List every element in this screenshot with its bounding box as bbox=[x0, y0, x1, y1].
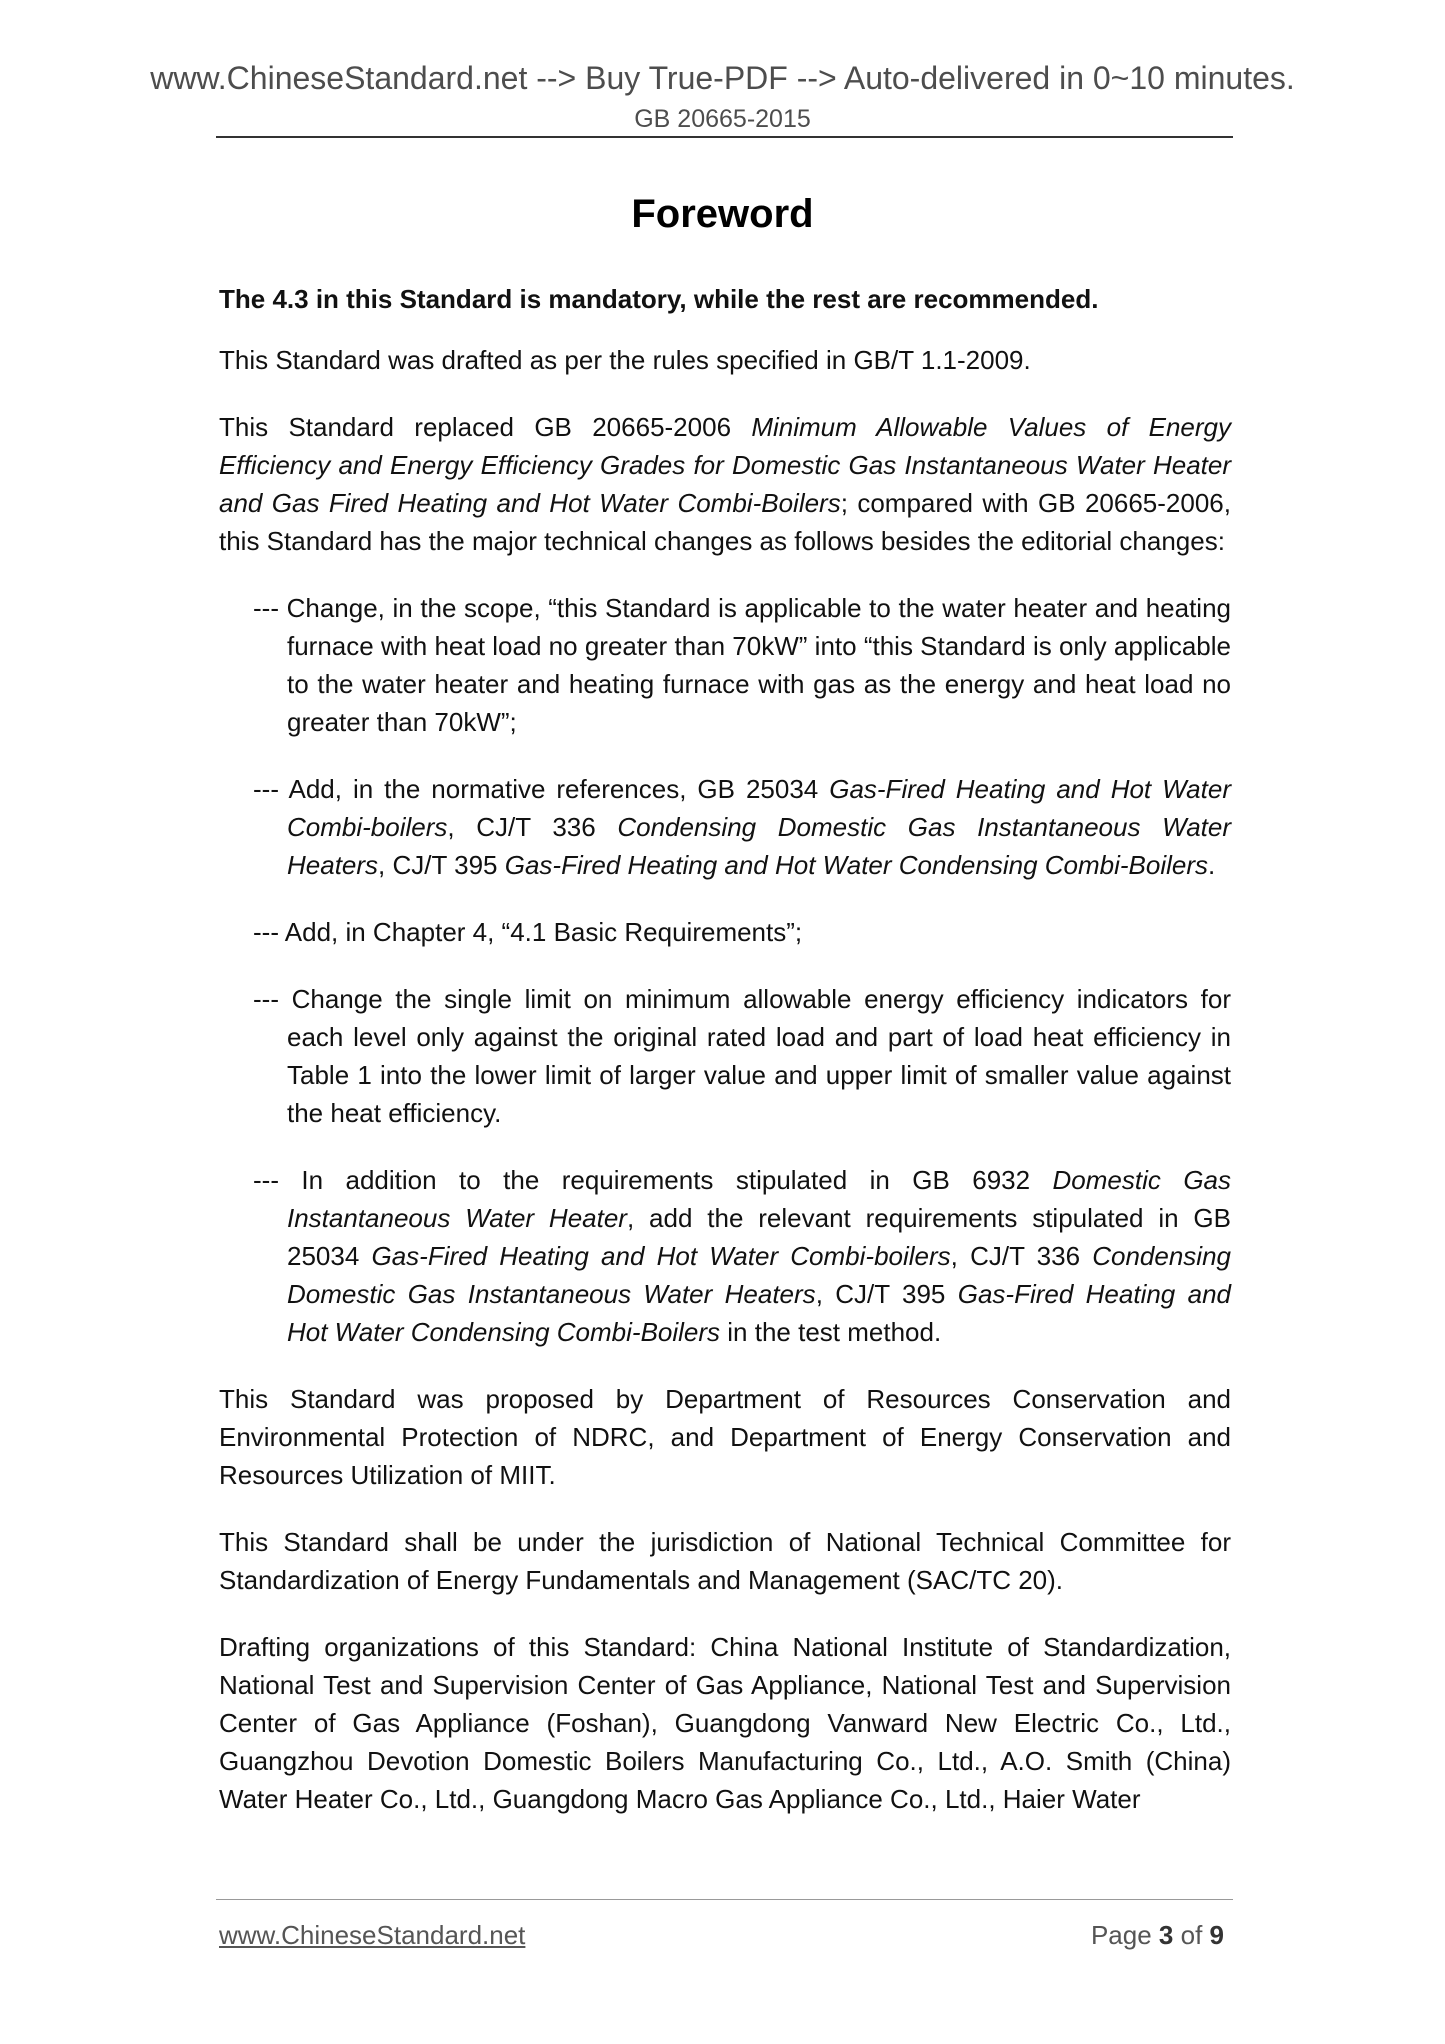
replaced-text-post: ; compared with GB 20665-2006, this Standard has the major technical changes as follows besides the editorial changes: bbox=[219, 488, 1231, 556]
change-std-title: Gas-Fired Heating and Hot Water Condensing Combi-Boilers bbox=[287, 1279, 1231, 1347]
footer-divider bbox=[216, 1899, 1233, 1900]
change-text: --- In addition to the requirements stipulated in GB 6932 bbox=[253, 1165, 1053, 1195]
page-title: Foreword bbox=[631, 192, 814, 236]
replaced-text-pre: This Standard replaced GB 20665-2006 bbox=[219, 412, 752, 442]
change-std-title: Domestic Gas Instantaneous Water Heater bbox=[287, 1165, 1231, 1233]
header-banner: www.ChineseStandard.net --> Buy True-PDF --> Auto-delivered in 0~10 minutes. bbox=[150, 60, 1295, 96]
standard-code: GB 20665-2015 bbox=[634, 105, 811, 133]
page-indicator bbox=[1091, 1918, 1224, 1952]
change-text: , CJ/T 395 bbox=[378, 850, 505, 880]
jurisdiction-paragraph: This Standard shall be under the jurisdiction of National Technical Committee for Standardization of Energy Fundamentals and Management (SAC/TC 20). bbox=[219, 1527, 1231, 1595]
change-text: , CJ/T 336 bbox=[447, 812, 618, 842]
document-body bbox=[219, 280, 1231, 1847]
page-current: 3 bbox=[1158, 1920, 1174, 1950]
footer-site-link[interactable]: www.ChineseStandard.net bbox=[219, 1920, 526, 1950]
page-label: Page bbox=[1090, 1920, 1159, 1950]
drafting-organizations-paragraph: Drafting organizations of this Standard: China National Institute of Standardization, National Test and Supervision Center of Gas Appliance, National Test and Supervision Center of Gas Appliance (Foshan), Guangdong Vanward New Electric Co., Ltd., Guangzhou Devotion Domestic Boilers Manufacturing Co., Ltd., A.O. Smith (China) Water Heater Co., Ltd., Guangdong Macro Gas Appliance Co., Ltd., Haier Water bbox=[219, 1632, 1231, 1814]
change-text: in the test method. bbox=[720, 1317, 942, 1347]
change-text: , CJ/T 395 bbox=[815, 1279, 958, 1309]
replaced-standard-paragraph bbox=[219, 408, 1231, 560]
page-of-label: of bbox=[1173, 1920, 1210, 1950]
page-total: 9 bbox=[1209, 1920, 1224, 1950]
change-item-references bbox=[253, 770, 1231, 884]
change-std-title: Gas-Fired Heating and Hot Water Condensing Combi-Boilers bbox=[504, 850, 1209, 880]
change-item-limits: --- Change the single limit on minimum allowable energy efficiency indicators for each level only against the original rated load and part of load heat efficiency in Table 1 into the lower limit of larger value and upper limit of smaller value against the heat efficiency. bbox=[253, 984, 1231, 1128]
header-divider bbox=[216, 136, 1233, 138]
change-std-title: Condensing Domestic Gas Instantaneous Water Heaters bbox=[287, 1241, 1232, 1309]
proposed-by-paragraph: This Standard was proposed by Department of Resources Conservation and Environmental Protection of NDRC, and Department of Energy Conservation and Resources Utilization of MIIT. bbox=[219, 1384, 1231, 1490]
change-item-chapter4: --- Add, in Chapter 4, “4.1 Basic Requirements”; bbox=[253, 917, 803, 947]
drafting-rules-paragraph: This Standard was drafted as per the rules specified in GB/T 1.1-2009. bbox=[219, 345, 1031, 375]
change-item-scope: --- Change, in the scope, “this Standard is applicable to the water heater and heating furnace with heat load no greater than 70kW” into “this Standard is only applicable to the water heater and heating furnace with gas as the energy and heat load no greater than 70kW”; bbox=[253, 593, 1231, 737]
change-text: --- Add, in the normative references, GB 25034 bbox=[253, 774, 830, 804]
replaced-title: Minimum Allowable Values of Energy Efficiency and Energy Efficiency Grades for Domestic Gas Instantaneous Water Heater and Gas Fired Heating and Hot Water Combi-Boilers bbox=[219, 412, 1231, 518]
change-std-title: Gas-Fired Heating and Hot Water Combi-boilers bbox=[371, 1241, 951, 1271]
mandatory-note: The 4.3 in this Standard is mandatory, while the rest are recommended. bbox=[219, 284, 1099, 314]
change-std-title: Condensing Domestic Gas Instantaneous Water Heaters bbox=[287, 812, 1231, 880]
change-text: . bbox=[1208, 850, 1216, 880]
change-text: , add the relevant requirements stipulated in GB 25034 bbox=[287, 1203, 1231, 1271]
change-item-test-method bbox=[253, 1161, 1231, 1351]
change-std-title: Gas-Fired Heating and Hot Water Combi-boilers bbox=[287, 774, 1231, 842]
change-text: , CJ/T 336 bbox=[950, 1241, 1093, 1271]
